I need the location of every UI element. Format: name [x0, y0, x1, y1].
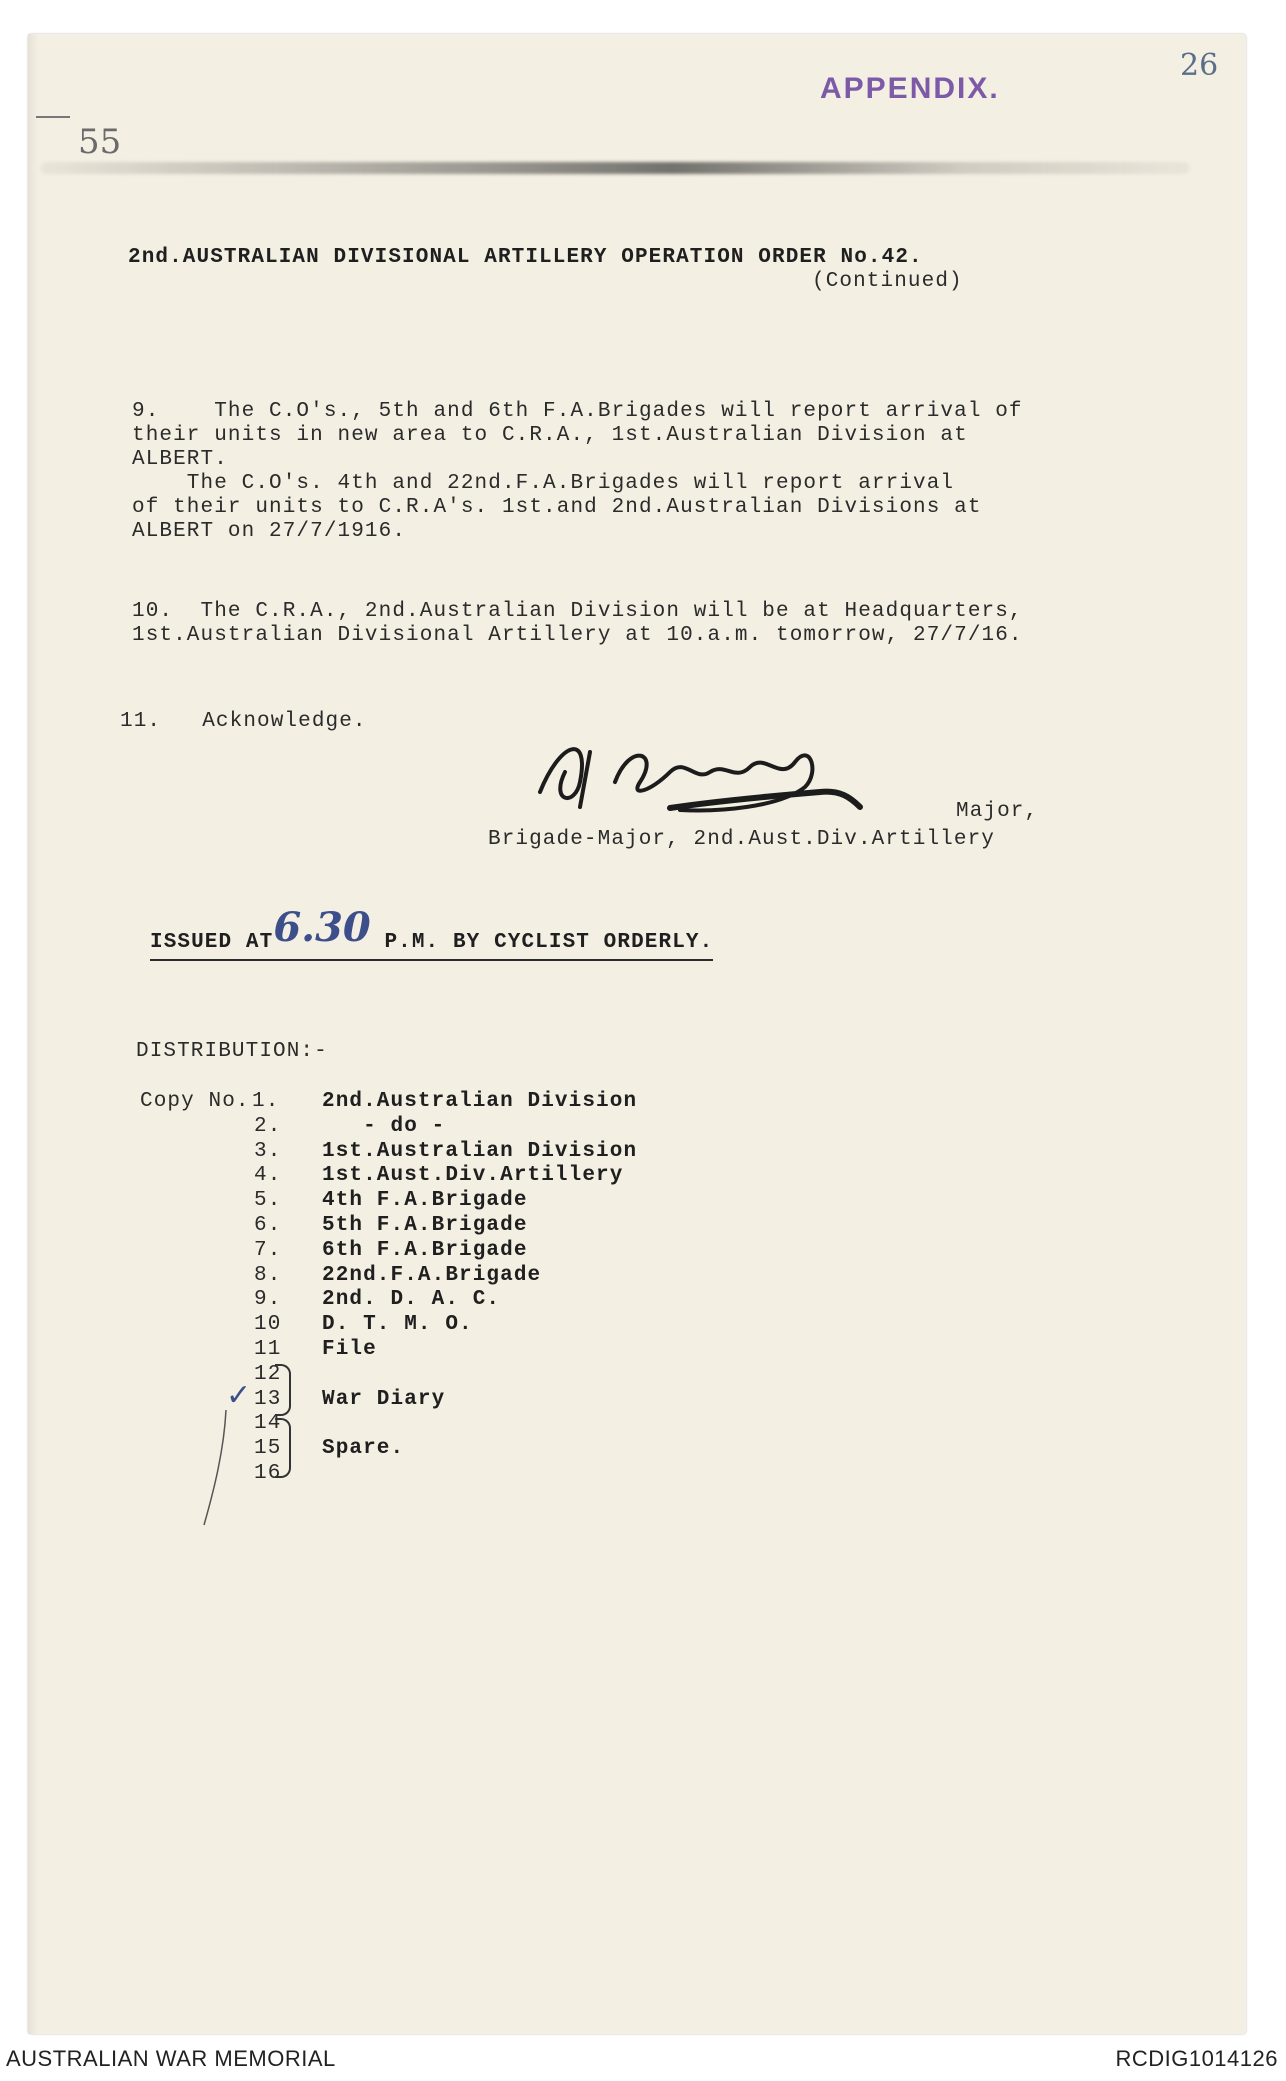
para-9-line-6: ALBERT on 27/7/1916.: [132, 520, 407, 543]
footer-reference: RCDIG1014126: [1115, 2046, 1278, 2071]
distribution-recipient: 1st.Australian Division: [322, 1139, 638, 1163]
handwritten-signature: [520, 712, 880, 822]
para-9-line-3: ALBERT.: [132, 448, 228, 471]
distribution-copy-number: 3.: [254, 1139, 282, 1163]
check-tick-mark: ✓: [226, 1378, 252, 1413]
ink-smudge-band: [40, 162, 1190, 174]
para-9-line-2: their units in new area to C.R.A., 1st.Australian Division at: [132, 424, 968, 447]
distribution-copy-number: 16: [254, 1462, 282, 1485]
distribution-copy-number: 10: [254, 1313, 282, 1337]
appendix-stamp: APPENDIX.: [820, 72, 1000, 105]
distribution-copy-number: 9.: [254, 1288, 282, 1312]
distribution-copy-number: 13: [254, 1387, 282, 1411]
para-10-line-1: 10. The C.R.A., 2nd.Australian Division will be at Headquarters,: [132, 600, 1023, 623]
distribution-copy-number: 5.: [254, 1189, 282, 1213]
distribution-copy-number: 12: [254, 1362, 282, 1386]
para-9-line-4: The C.O's. 4th and 22nd.F.A.Brigades will report arrival: [132, 472, 955, 495]
bracket-12-13: [275, 1364, 291, 1416]
issued-suffix: P.M. BY CYCLIST ORDERLY.: [370, 931, 714, 954]
signatory-rank: Major,: [956, 800, 1039, 823]
copy-label: Copy No.: [140, 1090, 250, 1113]
order-title: 2nd.AUSTRALIAN DIVISIONAL ARTILLERY OPERATION ORDER No.42.: [128, 246, 923, 269]
distribution-recipient: 6th F.A.Brigade: [322, 1238, 528, 1262]
distribution-recipient: D. T. M. O.: [322, 1313, 473, 1337]
distribution-copy-number: 14: [254, 1412, 282, 1436]
distribution-recipient: 1st.Aust.Div.Artillery: [322, 1164, 624, 1188]
para-9-line-5: of their units to C.R.A's. 1st.and 2nd.Australian Divisions at: [132, 496, 982, 519]
margin-dash: [36, 116, 70, 118]
page-number-mark: 55: [78, 122, 122, 162]
distribution-copy-number: 6.: [254, 1214, 282, 1237]
distribution-copy-number: 8.: [254, 1263, 282, 1287]
distribution-recipient: - do -: [322, 1114, 446, 1138]
para-11: 11. Acknowledge.: [120, 710, 367, 733]
issued-prefix: ISSUED AT: [150, 931, 274, 954]
distribution-copy-number: 7.: [254, 1238, 282, 1262]
distribution-copy-number: 11: [254, 1338, 282, 1361]
para-10-line-2: 1st.Australian Divisional Artillery at 10.a.m. tomorrow, 27/7/16.: [132, 624, 1023, 647]
distribution-recipient: 4th F.A.Brigade: [322, 1189, 528, 1213]
distribution-copy-number: 15: [254, 1437, 282, 1461]
issued-time-handwritten: 6.30: [273, 904, 371, 951]
bracket-14-16: [275, 1418, 291, 1478]
distribution-recipient: 2nd. D. A. C.: [322, 1288, 501, 1312]
distribution-heading: DISTRIBUTION:-: [136, 1040, 328, 1063]
footer-source: AUSTRALIAN WAR MEMORIAL: [6, 2046, 336, 2071]
distribution-recipient: Spare.: [322, 1437, 405, 1461]
issued-line: [150, 904, 714, 961]
folio-number: 26: [1180, 48, 1219, 83]
distribution-copy-number: 4.: [254, 1164, 282, 1188]
margin-pencil-line: [196, 1410, 236, 1530]
distribution-copy-number: 2.: [254, 1114, 282, 1138]
para-9-line-1: 9. The C.O's., 5th and 6th F.A.Brigades will report arrival of: [132, 400, 1023, 423]
distribution-recipient: 22nd.F.A.Brigade: [322, 1263, 542, 1287]
distribution-copy-number: 1.: [252, 1090, 280, 1113]
distribution-recipient: War Diary: [322, 1387, 446, 1411]
document-page: [28, 34, 1246, 2034]
distribution-recipient: 5th F.A.Brigade: [322, 1214, 528, 1237]
order-title-continued: (Continued): [812, 270, 963, 293]
distribution-recipient: File: [322, 1338, 377, 1361]
signatory-appointment: Brigade-Major, 2nd.Aust.Div.Artillery: [488, 828, 995, 851]
distribution-recipient: 2nd.Australian Division: [322, 1090, 638, 1113]
